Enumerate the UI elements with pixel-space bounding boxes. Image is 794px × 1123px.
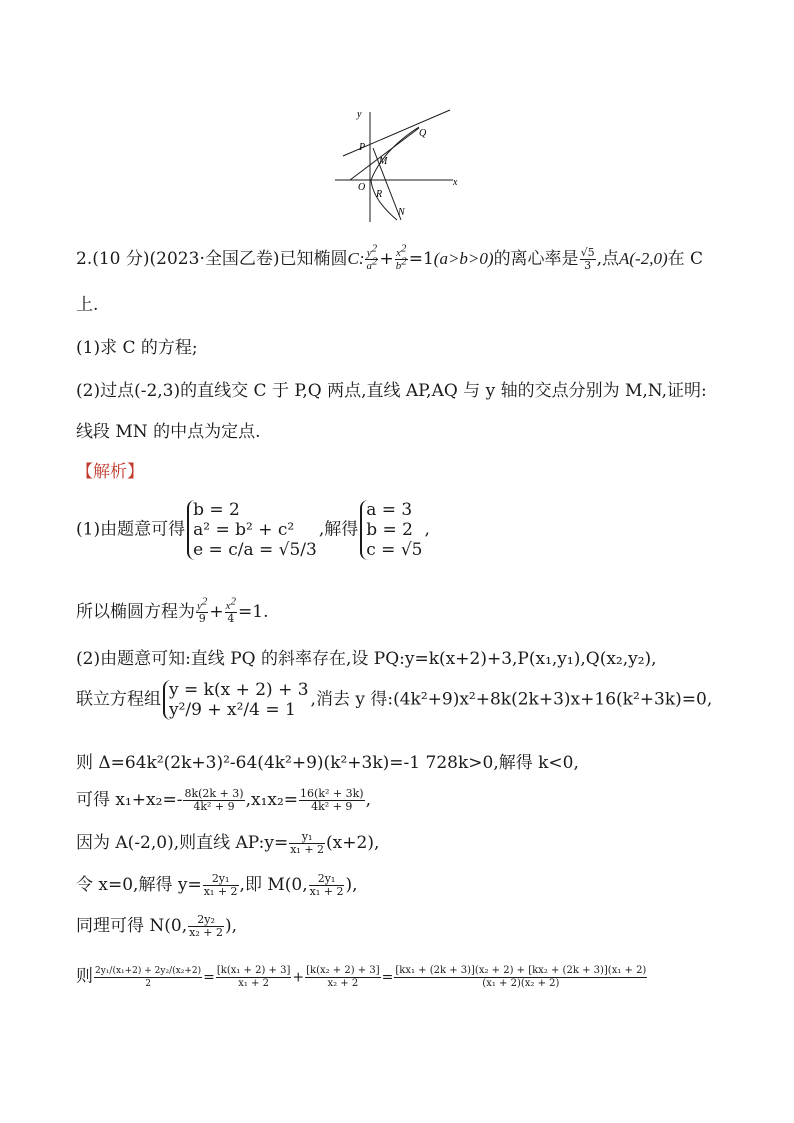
solution-header: 【解析】 <box>76 462 144 482</box>
label-m: M <box>379 156 388 167</box>
solution-line-s2-5: 因为 A(-2,0),则直线 AP:y= $\frac{\text{y₁}}{\text{x₁ + 2}}$ (x+2), <box>76 830 380 856</box>
problem-line-1: 2.(10 分)(2023·全国乙卷)已知椭圆C: $\frac{y2}{a2}$ + $\frac{x2}{b2}$ =1(a>b>0)的离心率是 $\frac{√5}{3}$ ,点A(-2,0)在 C <box>76 242 704 272</box>
system-2: a = 3 b = 2 c = √5 <box>360 500 422 560</box>
label-q: Q <box>419 128 427 139</box>
question-1: (1)求 C 的方程; <box>76 338 198 358</box>
frac-y2-a2: $\frac{y2}{a2}$ <box>366 242 378 272</box>
label-n: N <box>398 207 405 218</box>
solution-line-s2-6: 令 x=0,解得 y= $\frac{\text{2y₁}}{\text{x₁ + 2}}$ ,即 M(0, $\frac{\text{2y₁}}{\text{x₁ + 2}}$ ), <box>76 872 358 898</box>
solution-line-s2-1: (2)由题意可知:直线 PQ 的斜率存在,设 PQ:y=k(x+2)+3,P(x₁,y₁),Q(x₂,y₂), <box>76 649 657 669</box>
solution-line-s2-3: 则 Δ=64k²(2k+3)²-64(4k²+9)(k²+3k)=-1 728k>0,解得 k<0, <box>76 753 579 773</box>
frac-ecc: $\frac{√5}{3}$ <box>580 246 595 272</box>
line-aq <box>350 128 419 180</box>
solution-line-s2-2: 联立方程组 y = k(x + 2) + 3 y²/9 + x²/4 = 1 ,消去 y 得:(4k²+9)x²+8k(2k+3)x+16(k²+3k)=0, <box>76 680 713 720</box>
label-r: R <box>376 189 383 200</box>
ellipse-diagram <box>335 100 465 225</box>
system-1: b = 2 a² = b² + c² e = c/a = √5/3 <box>187 500 317 560</box>
label-p: P <box>359 142 366 153</box>
question-2b: 线段 MN 的中点为定点. <box>76 422 261 442</box>
label-y: y <box>357 109 362 120</box>
label-o: O <box>358 182 366 193</box>
system-3: y = k(x + 2) + 3 y²/9 + x²/4 = 1 <box>163 680 309 720</box>
solution-part1: (1)由题意可得 b = 2 a² = b² + c² e = c/a = √5/3 ,解得 a = 3 b = 2 c = √5 , <box>76 500 430 560</box>
solution-line-s2-8: 则 $\frac{\text{2y₁/(x₁+2) + 2y₂/(x₂+2)}}{2}$ = $\frac{\text{[k(x₁ + 2) + 3]}}{\text{x₁ + 2}}$ + $\frac{\text{[k(x₂ + 2) + 3]}}{\text{x₂ + 2}}$ = $\frac{\text{[kx₁ + (2k + 3)](x₂ + 2) + [kx₂ + (2k + 3)](x₁ + 2)}}{\text{(x₁ + 2)(x₂ + 2)}}$ <box>76 965 647 989</box>
question-2a: (2)过点(-2,3)的直线交 C 于 P,Q 两点,直线 AP,AQ 与 y 轴的交点分别为 M,N,证明: <box>76 381 707 401</box>
problem-line-2: 上. <box>76 295 99 315</box>
frac-x2-b2: $\frac{x2}{b2}$ <box>395 242 407 272</box>
ellipse-equation: 所以椭圆方程为 $\frac{y2}{9}$ + $\frac{x2}{4}$ =1. <box>76 595 269 625</box>
solution-line-s2-7: 同理可得 N(0, $\frac{\text{2y₂}}{\text{x₂ + 2}}$ ), <box>76 913 238 939</box>
solution-line-s2-4: 可得 x₁+x₂=- $\frac{8k(2k + 3)}{\text{4k² + 9}}$ ,x₁x₂= $\frac{\text{16(k² + 3k)}}{\text{4k² + 9}}$ , <box>76 787 371 813</box>
label-x: x <box>453 177 458 188</box>
